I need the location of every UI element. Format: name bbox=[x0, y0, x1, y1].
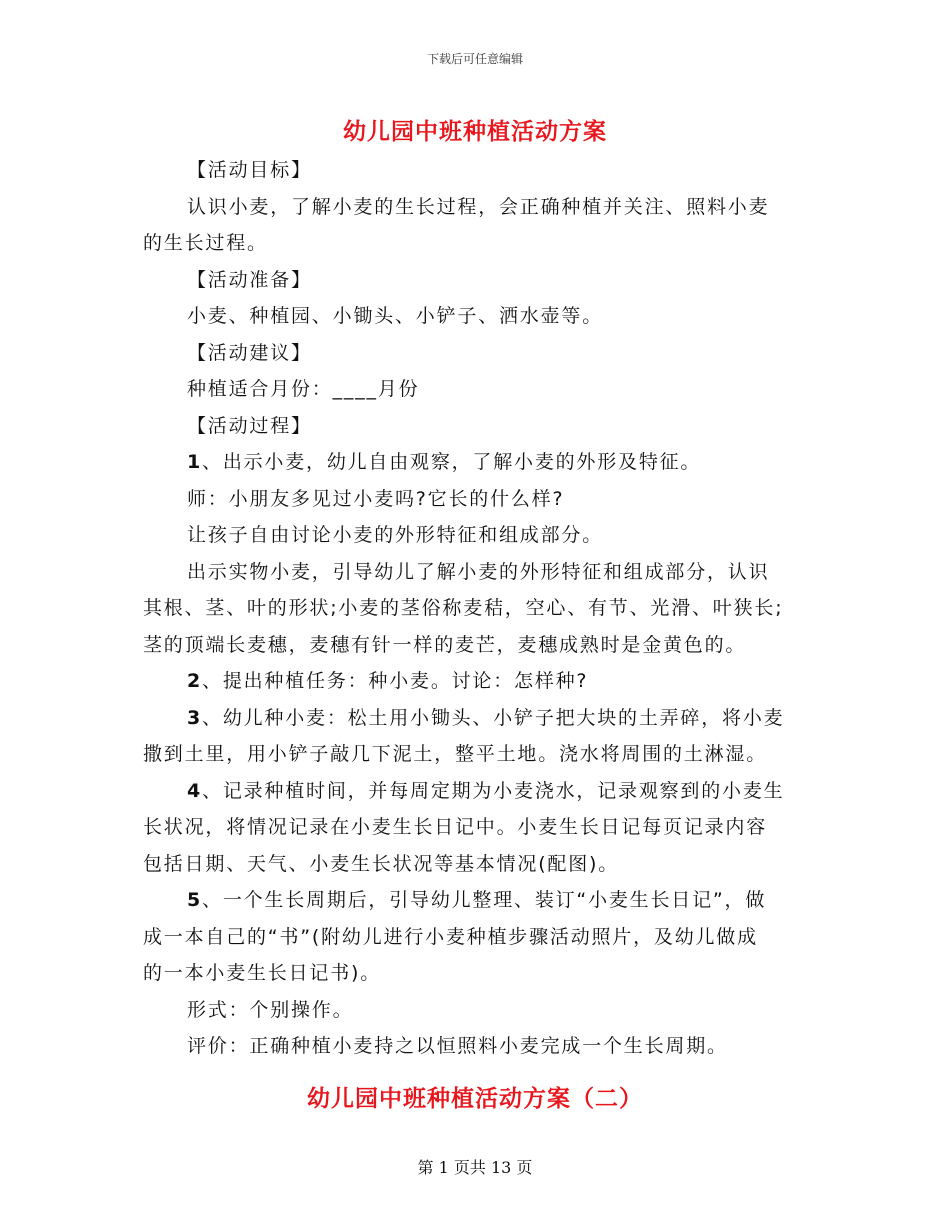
text-line bbox=[143, 627, 813, 664]
page-footer: 第 1 页共 13 页 bbox=[417, 1158, 533, 1177]
text-line bbox=[143, 481, 813, 518]
line-text: 认识小麦，了解小麦的生长过程，会正确种植并关注、照料小麦 bbox=[187, 195, 770, 218]
line-text: 其根、茎、叶的形状;小麦的茎俗称麦秸，空心、有节、光滑、叶狭长; bbox=[143, 597, 784, 619]
text-line bbox=[143, 846, 813, 883]
document-body bbox=[143, 152, 813, 1065]
text-line bbox=[143, 335, 813, 372]
line-text: 小麦、种植园、小锄头、小铲子、洒水壶等。 bbox=[187, 305, 604, 327]
line-text: 【活动建议】 bbox=[187, 341, 312, 364]
line-text: 【活动准备】 bbox=[187, 268, 312, 291]
text-line bbox=[143, 919, 813, 956]
line-text: 、记录种植时间，并每周定期为小麦浇水，记录观察到的小麦生 bbox=[202, 779, 785, 802]
text-line bbox=[143, 809, 813, 846]
line-text: 撒到土里，用小铲子敲几下泥土，整平土地。浇水将周围的土淋湿。 bbox=[143, 743, 768, 765]
line-text: 茎的顶端长麦穗，麦穗有针一样的麦芒，麦穗成熟时是金黄色的。 bbox=[143, 633, 747, 656]
text-line bbox=[143, 590, 813, 627]
text-line bbox=[143, 371, 813, 408]
line-text: 种植适合月份：____月份 bbox=[187, 378, 420, 400]
line-text: 、提出种植任务：种小麦。讨论：怎样种? bbox=[202, 670, 589, 692]
text-line bbox=[143, 773, 813, 810]
text-line bbox=[143, 700, 813, 737]
line-text: 【活动目标】 bbox=[187, 159, 312, 181]
text-line bbox=[143, 554, 813, 591]
line-text: 形式：个别操作。 bbox=[187, 998, 354, 1021]
step-number: 3 bbox=[187, 706, 203, 729]
line-text: 包括日期、天气、小麦生长状况等基本情况(配图)。 bbox=[143, 852, 620, 875]
line-text: 的生长过程。 bbox=[143, 232, 268, 254]
text-line bbox=[143, 262, 813, 299]
line-text: 、一个生长周期后，引导幼儿整理、装订“小麦生长日记”，做 bbox=[202, 889, 767, 911]
text-line bbox=[143, 298, 813, 335]
text-line bbox=[143, 189, 813, 226]
document-title: 幼儿园中班种植活动方案 bbox=[343, 118, 607, 145]
line-text: 、幼儿种小麦：松土用小锄头、小铲子把大块的土弄碎，将小麦 bbox=[202, 706, 785, 729]
line-text: 评价：正确种植小麦持之以恒照料小麦完成一个生长周期。 bbox=[187, 1035, 728, 1057]
section-title-2: 幼儿园中班种植活动方案（二） bbox=[307, 1085, 643, 1112]
text-line bbox=[143, 882, 813, 919]
line-text: 出示实物小麦，引导幼儿了解小麦的外形特征和组成部分，认识 bbox=[187, 560, 770, 583]
text-line bbox=[143, 955, 813, 992]
text-line bbox=[143, 408, 813, 445]
line-text: 的一本小麦生长日记书)。 bbox=[143, 962, 382, 984]
line-text: 、出示小麦，幼儿自由观察，了解小麦的外形及特征。 bbox=[202, 451, 702, 473]
text-line bbox=[143, 444, 813, 481]
line-text: 让孩子自由讨论小麦的外形特征和组成部分。 bbox=[187, 524, 604, 546]
text-line bbox=[143, 517, 813, 554]
line-text: 【活动过程】 bbox=[187, 414, 312, 437]
text-line bbox=[143, 225, 813, 262]
step-number: 5 bbox=[187, 889, 203, 911]
text-line bbox=[143, 152, 813, 189]
page-header: 下载后可任意编辑 bbox=[426, 52, 523, 66]
line-text: 师：小朋友多见过小麦吗?它长的什么样? bbox=[187, 487, 565, 510]
text-line bbox=[143, 992, 813, 1029]
line-text: 长状况，将情况记录在小麦生长日记中。小麦生长日记每页记录内容 bbox=[143, 816, 768, 838]
step-number: 2 bbox=[187, 670, 203, 692]
text-line bbox=[143, 736, 813, 773]
step-number: 1 bbox=[187, 451, 203, 473]
line-text: 成一本自己的“书”(附幼儿进行小麦种植步骤活动照片，及幼儿做成 bbox=[143, 925, 758, 948]
text-line bbox=[143, 663, 813, 700]
text-line bbox=[143, 1028, 813, 1065]
step-number: 4 bbox=[187, 779, 203, 802]
